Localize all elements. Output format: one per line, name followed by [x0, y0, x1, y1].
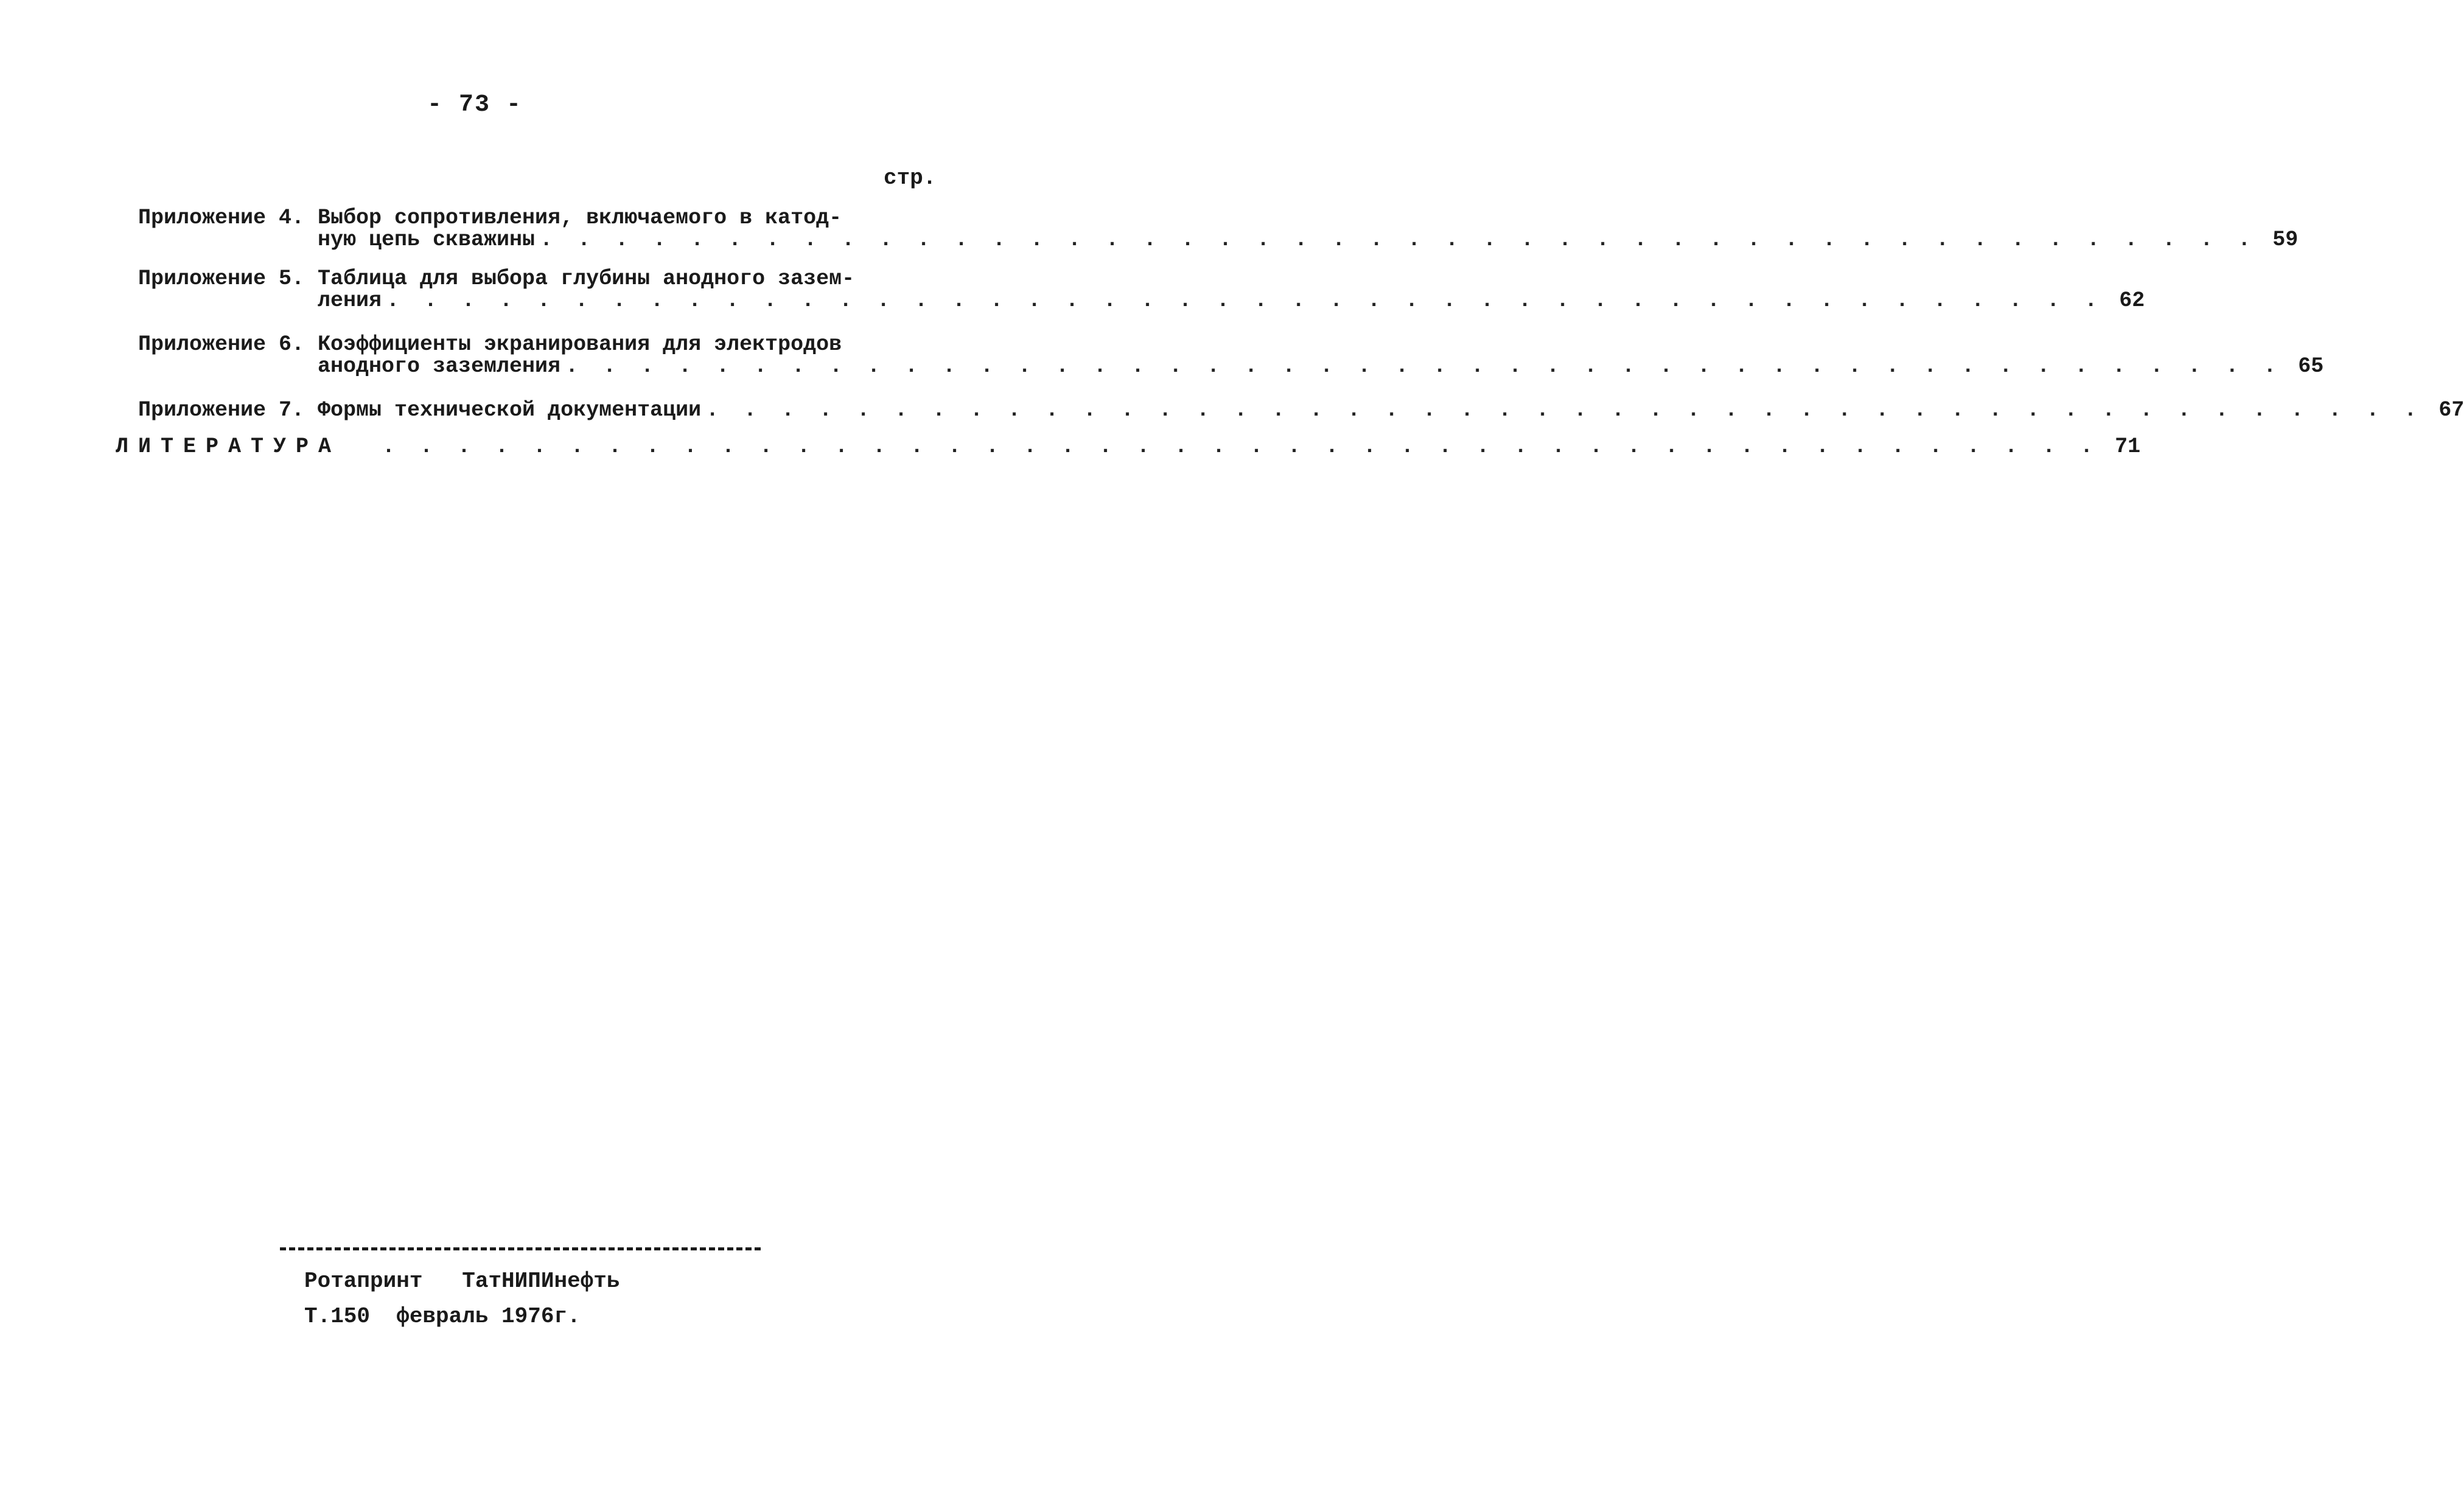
toc-entry-title-line2: анодного заземления	[318, 354, 561, 378]
toc-entry-title-line1: Таблица для выбора глубины анодного зазем-	[318, 267, 855, 291]
leader-dots	[382, 436, 2099, 458]
leader-dots	[565, 355, 2282, 377]
toc-entry-appendix-7[interactable]	[110, 398, 2464, 422]
page-number: - 73 -	[427, 91, 523, 119]
toc-entry-appendix-6[interactable]	[110, 332, 2324, 378]
toc-entry-label: Приложение 4.	[138, 206, 304, 230]
toc-entry-page: 59	[2272, 228, 2298, 252]
toc-entry-title-line2: ления	[318, 288, 382, 313]
toc-entry-label: Приложение 7.	[138, 398, 304, 422]
table-of-contents	[110, 206, 2464, 459]
toc-entry-appendix-5[interactable]	[110, 267, 2145, 313]
toc-entry-page: 71	[2115, 434, 2141, 459]
toc-entry-page: 62	[2119, 288, 2145, 313]
toc-entry-title: Формы технической документации	[318, 398, 702, 422]
toc-entry-literature[interactable]	[110, 434, 2141, 459]
colophon-print-run: Т.150 февраль 1976г.	[304, 1304, 581, 1329]
toc-entry-title-line2: ную цепь скважины	[318, 228, 536, 252]
leader-dots	[540, 229, 2256, 251]
toc-entry-title-line1: Выбор сопротивления, включаемого в катод-	[318, 206, 842, 230]
leader-dots	[706, 399, 2423, 421]
toc-entry-title-line1: Коэффициенты экранирования для электродов	[318, 332, 842, 357]
leader-dots	[386, 290, 2103, 312]
toc-entry-label: Приложение 5.	[138, 267, 304, 291]
toc-entry-page: 67	[2438, 398, 2464, 422]
toc-entry-page: 65	[2298, 354, 2324, 378]
colophon-printer: Ротапринт ТатНИПИнефть	[304, 1269, 620, 1294]
toc-entry-label: ЛИТЕРАТУРА	[116, 434, 341, 459]
colophon	[280, 1247, 767, 1334]
toc-entry-appendix-4[interactable]	[110, 206, 2298, 252]
dashed-rule	[280, 1247, 761, 1250]
page-column-label: стр.	[884, 166, 937, 190]
toc-entry-label: Приложение 6.	[138, 332, 304, 357]
